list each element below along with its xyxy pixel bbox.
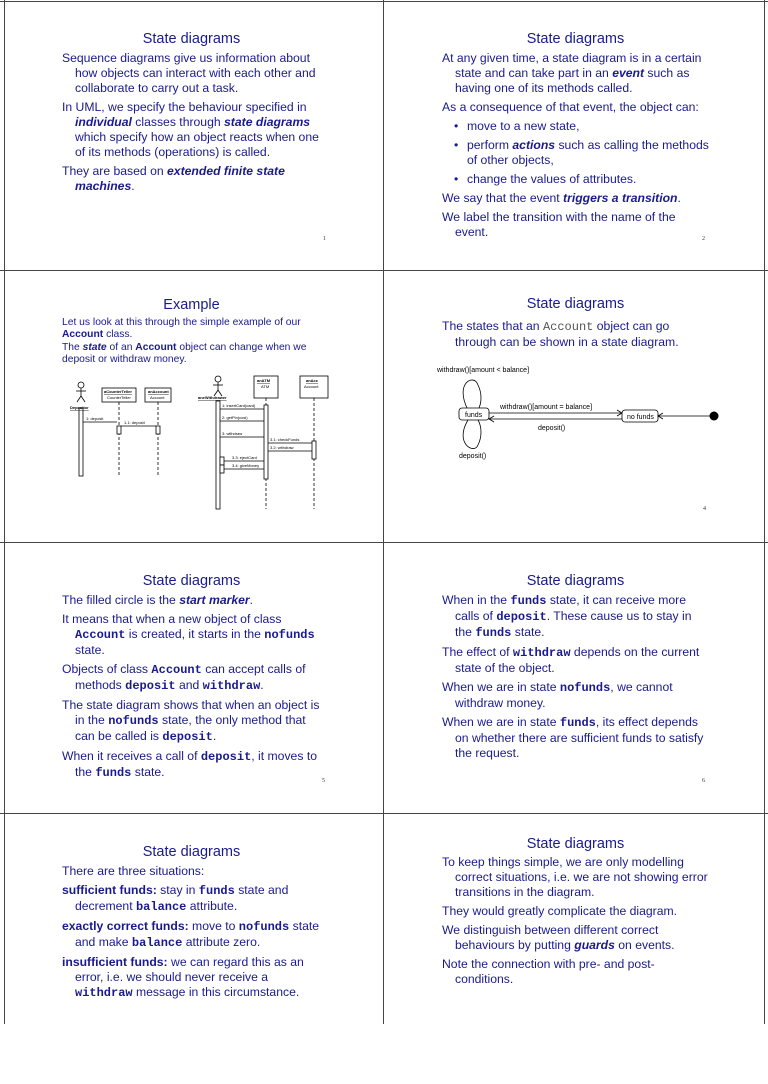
- paragraph: It means that when a new object of class Account is created, it starts in the nofunds state.: [62, 612, 315, 657]
- slide-8: [384, 814, 767, 1084]
- paragraph: As a consequence of that event, the object can:: [442, 100, 699, 114]
- slide-title: State diagrams: [526, 573, 625, 589]
- paragraph: Sequence diagrams give us information about how objects can interact with each other and collaborate to carry out a task.: [62, 51, 316, 95]
- state-diagram: [434, 363, 724, 473]
- paragraph: Let us look at this through the simple example of our Account class.: [62, 317, 301, 341]
- slide-body: [62, 593, 327, 785]
- slide-title: State diagrams: [526, 31, 625, 47]
- object-class: CounterTeller: [107, 395, 131, 400]
- page-number: 4: [703, 506, 706, 512]
- sequence-diagrams: [64, 371, 339, 511]
- message-label: 3: withdraw: [222, 431, 243, 436]
- paragraph: We label the transition with the name of the event.: [442, 210, 676, 239]
- paragraph: We distinguish between different correct behaviours by putting guards on events.: [442, 923, 675, 952]
- actor-label: aneWithdrawer: [198, 395, 227, 400]
- paragraph: When we are in state nofunds, we cannot withdraw money.: [442, 680, 673, 710]
- self-loop-top: [463, 380, 481, 410]
- paragraph: Note the connection with pre- and post-conditions.: [442, 957, 655, 986]
- slide-title: Example: [163, 297, 220, 313]
- object-class: ATM: [261, 384, 270, 389]
- paragraph: When in the funds state, it can receive more calls of deposit. These cause us to stay in the funds state.: [442, 593, 692, 640]
- slide-1: [0, 0, 383, 270]
- slide-body: [62, 317, 325, 367]
- transition-label: deposit(): [459, 453, 487, 460]
- paragraph: sufficient funds: stay in funds state and decrement balance attribute.: [62, 883, 289, 914]
- object-class: Account: [304, 384, 319, 389]
- page-number: 1: [323, 236, 326, 242]
- slide-body: [442, 51, 709, 244]
- bullet-list: [442, 119, 709, 187]
- list-item: • change the values of attributes.: [442, 172, 709, 187]
- actor-head-icon: [78, 382, 84, 388]
- paragraph: insufficient funds: we can regard this as an error, i.e. we should never receive a withdraw message in this circumstance.: [62, 955, 304, 1000]
- slide-body: [442, 855, 709, 991]
- message-label: 1: deposit: [86, 416, 104, 421]
- start-marker-icon: [710, 412, 719, 421]
- slide-title: State diagrams: [142, 31, 241, 47]
- message-label: 1.1: deposit: [124, 420, 145, 425]
- message-label: 1: insertCard(card): [222, 403, 256, 408]
- object-name: anATM: [257, 378, 271, 383]
- transition-label: withdraw()[amount < balance]: [437, 367, 530, 374]
- paragraph: The states that an Account object can go through can be shown in a state diagram.: [442, 319, 679, 349]
- paragraph: They would greatly complicate the diagram.: [442, 904, 678, 918]
- paragraph: At any given time, a state diagram is in a certain state and can take part in an event such as having one of its methods called.: [442, 51, 702, 95]
- actor-head-icon: [215, 376, 221, 382]
- slide-5: [0, 543, 383, 813]
- paragraph: To keep things simple, we are only modelling correct situations, i.e. we are not showing error transitions in the diagram.: [442, 855, 708, 899]
- slide-body: [442, 319, 695, 354]
- paragraph: The state of an Account object can change when we deposit or withdraw money.: [62, 341, 307, 366]
- page-number: 2: [702, 236, 705, 242]
- slide-6: [384, 543, 767, 813]
- slide-7: [0, 814, 383, 1084]
- slide-3: [0, 271, 383, 541]
- message-label: 3.2: withdraw: [270, 445, 294, 450]
- slide-title: State diagrams: [142, 844, 241, 860]
- state-label: no funds: [627, 414, 654, 421]
- object-name: aCounterTeller: [104, 389, 132, 394]
- paragraph: When we are in state funds, its effect depends on whether there are sufficient funds to satisfy the request.: [442, 715, 704, 760]
- slide-body: [62, 864, 327, 1005]
- slide-2: [384, 0, 767, 270]
- slide-4: [384, 271, 767, 541]
- paragraph: There are three situations:: [62, 864, 205, 878]
- self-loop-bottom: [463, 420, 481, 449]
- paragraph: When it receives a call of deposit, it moves to the funds state.: [62, 749, 317, 780]
- slide-title: State diagrams: [142, 573, 241, 589]
- message-label: 3.3: ejectCard: [232, 455, 257, 460]
- paragraph: Objects of class Account can accept calls of methods deposit and withdraw.: [62, 662, 306, 693]
- paragraph: We say that the event triggers a transition.: [442, 191, 681, 205]
- actor-label: Depositor: [70, 405, 89, 410]
- paragraph: They are based on extended finite state machines.: [62, 164, 285, 193]
- object-name: anAcc: [306, 378, 319, 383]
- page-number: 5: [322, 778, 325, 784]
- transition-label: deposit(): [538, 425, 566, 432]
- list-item: • perform actions such as calling the methods of other objects,: [442, 138, 709, 168]
- object-class: Account: [150, 395, 165, 400]
- page-number: 6: [702, 778, 705, 784]
- state-label: funds: [465, 412, 483, 419]
- slide-body: [442, 593, 709, 765]
- paragraph: The state diagram shows that when an object is in the nofunds state, the only method that can be called is deposit.: [62, 698, 320, 744]
- paragraph: The filled circle is the start marker.: [62, 593, 254, 607]
- slide-title: State diagrams: [526, 836, 625, 852]
- object-name: anAccount: [148, 389, 169, 394]
- list-item: • move to a new state,: [442, 119, 709, 134]
- transition-label: withdraw()[amount = balance]: [500, 404, 593, 411]
- slide-title: State diagrams: [526, 296, 625, 312]
- paragraph: In UML, we specify the behaviour specified in individual classes through state diagrams which specify how an object reacts when one of its methods (operations) is called.: [62, 100, 319, 159]
- paragraph: exactly correct funds: move to nofunds state and make balance attribute zero.: [62, 919, 320, 950]
- slide-body: [62, 51, 326, 198]
- message-label: 2: getPin(cosi): [222, 415, 248, 420]
- message-label: 3.1: checkFunds: [270, 437, 300, 442]
- paragraph: The effect of withdraw depends on the current state of the object.: [442, 645, 700, 675]
- message-label: 3.4: giveMoney: [232, 463, 260, 468]
